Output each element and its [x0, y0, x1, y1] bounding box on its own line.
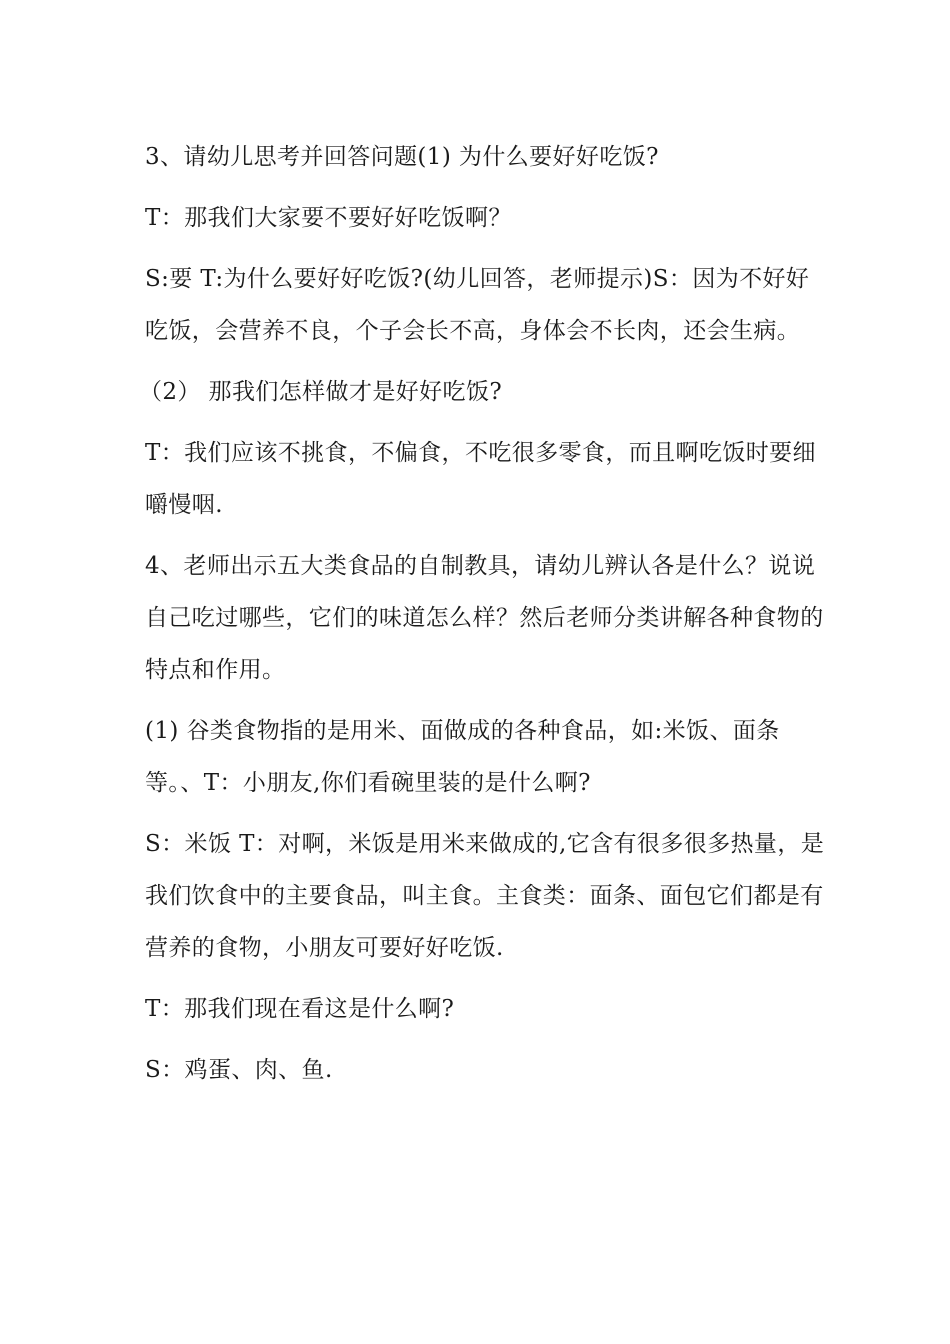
paragraph-teacher-guidance: T：我们应该不挑食，不偏食，不吃很多零食，而且啊吃饭时要细嚼慢咽. — [145, 440, 816, 518]
paragraph-question-2: （2） 那我们怎样做才是好好吃饭? — [139, 379, 503, 405]
paragraph-student-answer: S:要 T:为什么要好好吃饭?(幼儿回答，老师提示)S：因为不好好吃饭，会营养不良，个子会长不高，身体会不长肉，还会生病。 — [145, 266, 810, 344]
paragraph-rice-explanation: S：米饭 T：对啊，米饭是用米来做成的,它含有很多很多热量，是我们饮食中的主要食品，叫主食。主食类：面条、面包它们都是有营养的食物，小朋友可要好好吃饭. — [145, 831, 825, 961]
paragraph-teacher-question: T：那我们大家要不要好好吃饭啊？ — [145, 205, 512, 231]
paragraph-teacher-next: T：那我们现在看这是什么啊? — [145, 996, 455, 1022]
paragraph-grain-foods: (1) 谷类食物指的是用米、面做成的各种食品，如:米饭、面条等。、T：小朋友,你们看碗里装的是什么啊? — [145, 718, 780, 796]
paragraph-activity-4: 4、老师出示五大类食品的自制教具，请幼儿辨认各是什么？说说自己吃过哪些，它们的味道怎么样？然后老师分类讲解各种食物的特点和作用。 — [145, 553, 824, 683]
paragraph-question-3: 3、请幼儿思考并回答问题(1) 为什么要好好吃饭? — [145, 144, 659, 170]
document-body — [139, 131, 825, 1105]
paragraph-student-protein: S：鸡蛋、肉、鱼. — [145, 1057, 333, 1083]
